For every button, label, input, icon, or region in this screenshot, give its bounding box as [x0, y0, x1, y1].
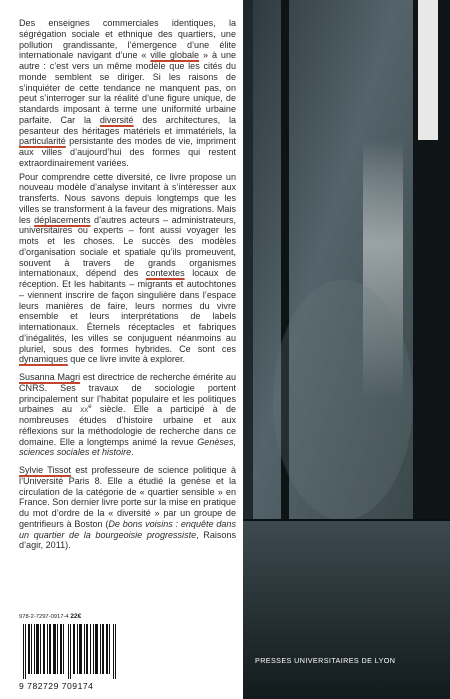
keyword-dynamiques: dynamiques — [19, 354, 68, 365]
price-text: 22€ — [70, 613, 82, 620]
author-name-magri: Susanna Magri — [19, 372, 81, 382]
author-bio-tissot — [19, 465, 236, 551]
paragraph-2 — [19, 172, 236, 366]
p2-text-d: que ce livre invite à explorer. — [67, 354, 185, 365]
bio2-book-title: De bons voisins : enquête dans un quartier de la bourgeoisie progressiste — [19, 518, 236, 540]
keyword-contextes: contextes — [145, 268, 185, 279]
keyword-diversite: diversité — [99, 114, 134, 125]
photo-graphic — [243, 0, 450, 699]
p1-text-a: Des enseignes commerciales identiques, la ségrégation sociale et ethnique des quartiers, une pollution grandissante, l’émergence d’une élite internationale navigant d’une « — [19, 18, 236, 61]
bio1-superscript: e — [88, 404, 92, 411]
barcode — [19, 624, 119, 690]
bio1-review-title: Genèses, sciences sociales et histoire — [19, 436, 236, 458]
bio2-text-a: est professeure de science politique à l’Université Paris 8. Elle a étudié la genèse et la circulation de la catégorie de « quartier sensible » en France. Son dernier livre porte sur la mise en pratique du mot d’ordre de la « diversité » par un groupe de gentrifieurs à Boston ( — [19, 465, 236, 529]
author-name-tissot: Sylvie Tissot — [19, 465, 72, 475]
bio1-text-a: est directrice de recherche émérite au CNRS. Ses travaux de sociologie portent principalement sur l’habitat populaire et les politiques urbaines au — [19, 372, 236, 415]
bio1-century: xx — [80, 404, 89, 415]
bio1-text-b: siècle. Elle a participé à de nombreuses études d’histoire urbaine et aux réflexions sur la méthodologie de recherche dans ce domaine. Elle a longtemps animé la revue — [19, 404, 237, 447]
keyword-deplacements: déplacements — [34, 214, 91, 225]
barcode-digits: 9 782729 709174 — [19, 681, 94, 691]
bio1-text-c: . — [131, 447, 134, 458]
author-bio-magri — [19, 372, 236, 458]
isbn-price-line — [19, 613, 81, 620]
keyword-ville-globale: ville globale — [150, 50, 200, 61]
cover-photograph — [243, 0, 450, 699]
barcode-bars — [23, 624, 117, 679]
keyword-particularite: particularité — [19, 136, 66, 147]
p2-text-a: Pour comprendre cette diversité, ce livre propose un nouveau modèle d’analyse invitant à s’intéresser aux transferts. Nous savons depuis longtemps que les villes se transforment à la faveur des migrations. Mais les — [19, 171, 236, 225]
paragraph-1 — [19, 18, 236, 169]
p2-text-c: locaux de réception. Et les habitants – migrants et autochtones – viennent inscrire de façon singulière dans l’espace leurs manières de faire, leurs normes du vivre ensemble et leurs interprétations de labels internationaux. Éternels réceptacles et fabriques d’inégalités, les villes se conjuguent néanmoins au pluriel, sous des formes hybrides. Ce sont ces — [19, 268, 236, 354]
isbn-text: 978-2-7297-0917-4 — [19, 614, 69, 620]
p2-text-b: d’autres acteurs – administrateurs, universitaires ou experts – font aussi voyager les mots et les choses. Le succès des modèles d’organisation sociale et spatiale qu’ils promeuvent, souvent à travers de grands organismes internationaux, dépend des — [19, 214, 236, 279]
p1-text-d: persistante des modes de vie, impriment aux villes d’aujourd’hui des formes qui restent extraordinairement variées. — [19, 136, 236, 168]
publisher-name: PRESSES UNIVERSITAIRES DE LYON — [255, 656, 396, 665]
p1-text-c: des architectures, la pesanteur des héritages matériels et immatériels, la — [19, 114, 236, 136]
p1-text-b: » à une autre : c’est vers un même modèle que les cités du monde semblent se diriger. Si les raisons de s’inquiéter de cette tendance ne manquent pas, on peut s’interroger sur la réalité d’une figure unique, de standards imposant à terme une uniformité urbaine parfaite. Car la — [19, 50, 237, 125]
back-cover-body — [19, 18, 236, 554]
bio2-text-b: , Raisons d’agir, 2011). — [19, 529, 236, 551]
